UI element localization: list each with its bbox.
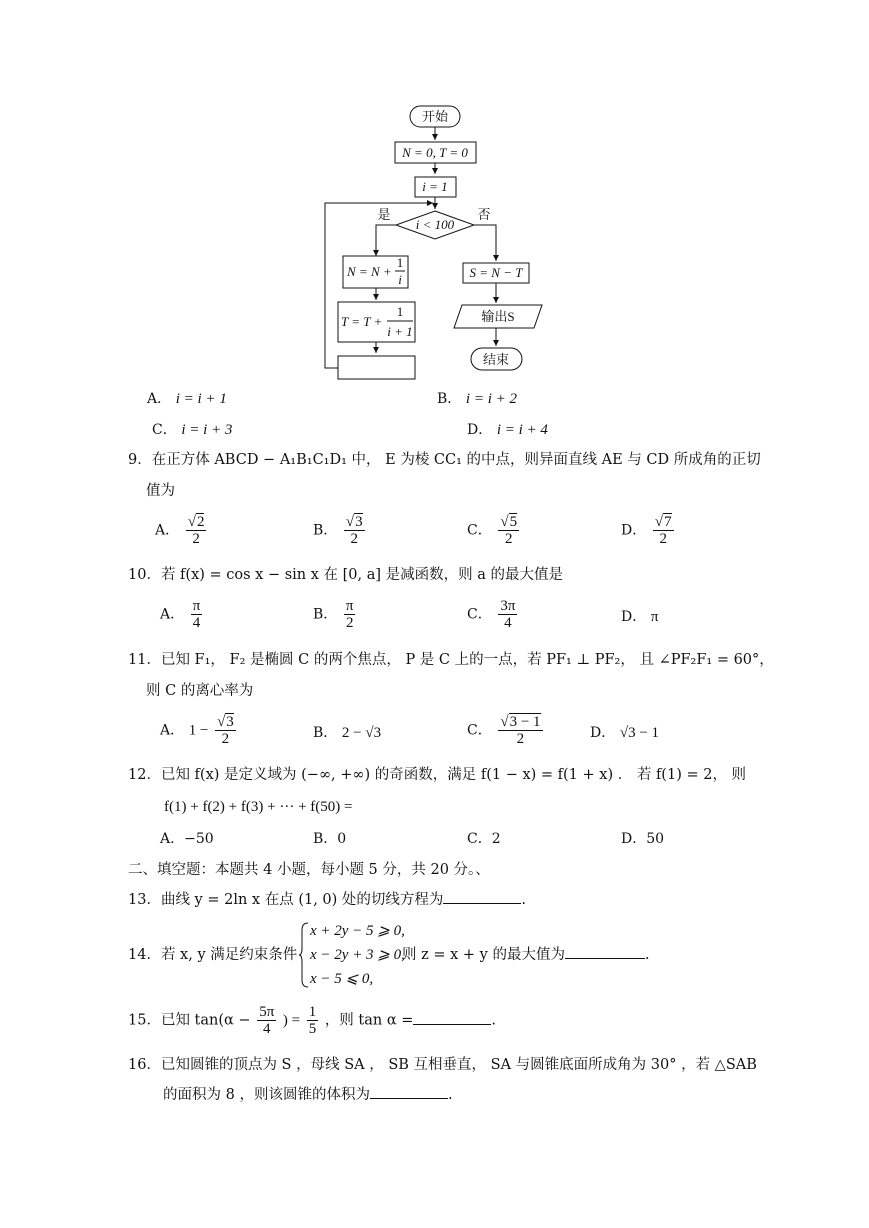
q11-option-d (590, 724, 659, 742)
q11-a-num: √3 (217, 714, 234, 730)
q15-answer-blank (413, 1012, 491, 1025)
q8-a-letter: A． (147, 391, 172, 407)
q8-b-expr: i = i + 2 (465, 391, 517, 407)
q13-end: . (521, 892, 527, 908)
q8-d-letter: D． (467, 422, 493, 438)
step-t-den: i + 1 (387, 324, 413, 339)
q10-b-letter: B． (313, 606, 338, 623)
q11-b-letter: B． (313, 725, 338, 741)
q11-option-b (313, 724, 381, 742)
q14-constraint-3: x − 5 ⩽ 0, (310, 971, 374, 987)
q12-stem-line1: 12．已知 f(x) 是定义域为 (−∞, +∞) 的奇函数，满足 f(1 − x) = f(1 + x) ． 若 f(1) = 2， 则 (128, 767, 747, 783)
step-t-lhs: T = T + (341, 314, 383, 329)
q11-d-value: √3 − 1 (619, 725, 660, 741)
q9-option-c (467, 514, 521, 547)
q8-option-c (152, 421, 232, 439)
q9-a-den: 2 (192, 531, 200, 547)
q14-answer-blank (565, 946, 645, 959)
q11-b-value: 2 − √3 (341, 725, 382, 741)
q8-c-letter: C． (152, 422, 177, 438)
start-label: 开始 (421, 109, 449, 124)
q9-a-letter: A． (155, 522, 180, 539)
q14-pre: 14．若 x, y 满足约束条件 (128, 947, 298, 963)
q9-c-letter: C． (467, 522, 492, 539)
q11-option-c (467, 714, 545, 747)
q9-option-d (621, 514, 676, 547)
q8-option-b (437, 390, 517, 408)
q13-answer-blank (443, 891, 521, 904)
q11-a-pre: 1 − (188, 722, 209, 739)
q11-c-num: √3 − 1 (500, 714, 541, 730)
q14-brace (298, 922, 310, 988)
q10-option-a (160, 598, 204, 631)
q15-mid: ) = (282, 1012, 301, 1029)
assign-s-label: S = N − T (469, 265, 523, 280)
q10-a-letter: A． (160, 606, 185, 623)
q12-option-c: C．2 (467, 831, 501, 847)
q11-stem-line1: 11．已知 F₁， F₂ 是椭圆 C 的两个焦点， P 是 C 上的一点，若 PF₁ ⊥ PF₂， 且 ∠PF₂F₁ = 60°， (128, 652, 774, 668)
q9-d-letter: D． (621, 522, 647, 539)
q16-stem-line2 (163, 1086, 453, 1104)
q10-c-letter: C． (467, 606, 492, 623)
q12-option-a: A．−50 (160, 831, 214, 847)
q10-d-letter: D． (621, 609, 647, 625)
step-n-num: 1 (396, 255, 404, 270)
q16-end: . (447, 1087, 453, 1103)
q9-b-num: √3 (345, 514, 363, 530)
no-label: 否 (477, 207, 491, 222)
q9-b-letter: B． (313, 522, 338, 539)
q15-post: ，则 tan α = (324, 1012, 414, 1029)
q15-num2: 1 (308, 1004, 317, 1020)
q11-option-a (160, 714, 238, 747)
q9-stem-line1: 9．在正方体 ABCD − A₁B₁C₁D₁ 中， E 为棱 CC₁ 的中点，则异面直线 AE 与 CD 所成角的正切 (128, 452, 761, 468)
q9-stem-line2: 值为 (146, 483, 175, 499)
q9-d-num: √7 (654, 514, 672, 530)
q8-option-d (467, 421, 548, 439)
q12-stem-line2: f(1) + f(2) + f(3) + ··· + f(50) = (164, 799, 353, 815)
q16-stem-line1: 16．已知圆锥的顶点为 S ，母线 SA ， SB 互相垂直， SA 与圆锥底面所成角为 30° ，若 △SAB (128, 1057, 757, 1073)
q10-a-den: 4 (192, 615, 201, 631)
q10-option-c (467, 598, 519, 631)
q8-option-a (147, 390, 227, 408)
cond-label: i < 100 (415, 217, 455, 232)
q9-c-num: √5 (500, 514, 518, 530)
q10-c-num: 3π (500, 598, 516, 614)
q12-option-b: B．0 (313, 831, 347, 847)
output-label: 输出S (481, 309, 515, 324)
q15-end: . (491, 1012, 497, 1029)
q11-a-den: 2 (221, 731, 230, 747)
q11-c-den: 2 (516, 731, 525, 747)
q9-b-den: 2 (350, 531, 359, 547)
blank-box (338, 356, 415, 379)
q14-constraint-2: x − 2y + 3 ⩾ 0, (310, 947, 405, 963)
q8-c-expr: i = i + 3 (181, 422, 233, 438)
init1-label: N = 0, T = 0 (402, 145, 468, 160)
step-t-num: 1 (396, 304, 404, 319)
section-heading: 二、填空题：本题共 4 小题，每小题 5 分，共 20 分。、 (128, 862, 490, 878)
end-label: 结束 (482, 352, 510, 367)
q11-d-letter: D． (590, 725, 616, 741)
q14-post (402, 946, 650, 964)
q10-d-value: π (650, 609, 659, 625)
q14-end: . (644, 947, 650, 963)
q10-option-b (313, 598, 357, 631)
init2-label: i = 1 (422, 179, 448, 194)
q12-option-d: D．50 (621, 831, 665, 847)
q10-a-num: π (192, 598, 201, 614)
q10-b-den: 2 (345, 615, 354, 631)
q9-c-den: 2 (504, 531, 513, 547)
yes-label: 是 (377, 207, 391, 222)
q11-stem-line2: 则 C 的离心率为 (146, 683, 254, 699)
q8-a-expr: i = i + 1 (175, 391, 227, 407)
q10-stem: 10．若 f(x) = cos x − sin x 在 [0, a] 是减函数，则 a 的最大值是 (128, 567, 564, 583)
q11-a-letter: A． (160, 722, 185, 739)
q10-c-den: 4 (504, 615, 512, 631)
flowchart (0, 0, 869, 400)
q13 (128, 891, 526, 909)
q15-den1: 4 (262, 1021, 271, 1037)
q15-den2: 5 (308, 1021, 317, 1037)
q9-option-a (155, 514, 208, 547)
q14-post-text: 则 z = x + y 的最大值为 (402, 947, 565, 963)
q10-b-num: π (345, 598, 354, 614)
q9-option-b (313, 514, 367, 547)
step-n-lhs: N = N + (347, 264, 392, 279)
q14-constraint-1: x + 2y − 5 ⩾ 0, (310, 923, 405, 939)
q8-b-letter: B． (437, 391, 462, 407)
q16-line2-text: 的面积为 8 ，则该圆锥的体积为 (163, 1087, 370, 1103)
q16-answer-blank (370, 1086, 448, 1099)
q8-d-expr: i = i + 4 (496, 422, 548, 438)
q15-pre: 15．已知 tan(α − (128, 1012, 251, 1029)
q15-num1: 5π (259, 1004, 275, 1020)
q11-c-letter: C． (467, 722, 492, 739)
q10-option-d (621, 608, 658, 626)
step-n-den: i (398, 272, 402, 287)
q9-d-den: 2 (659, 531, 667, 547)
q13-text: 13．曲线 y = 2ln x 在点 (1, 0) 处的切线方程为 (128, 892, 444, 908)
q15 (128, 1004, 496, 1037)
q9-a-num: √2 (187, 514, 205, 530)
